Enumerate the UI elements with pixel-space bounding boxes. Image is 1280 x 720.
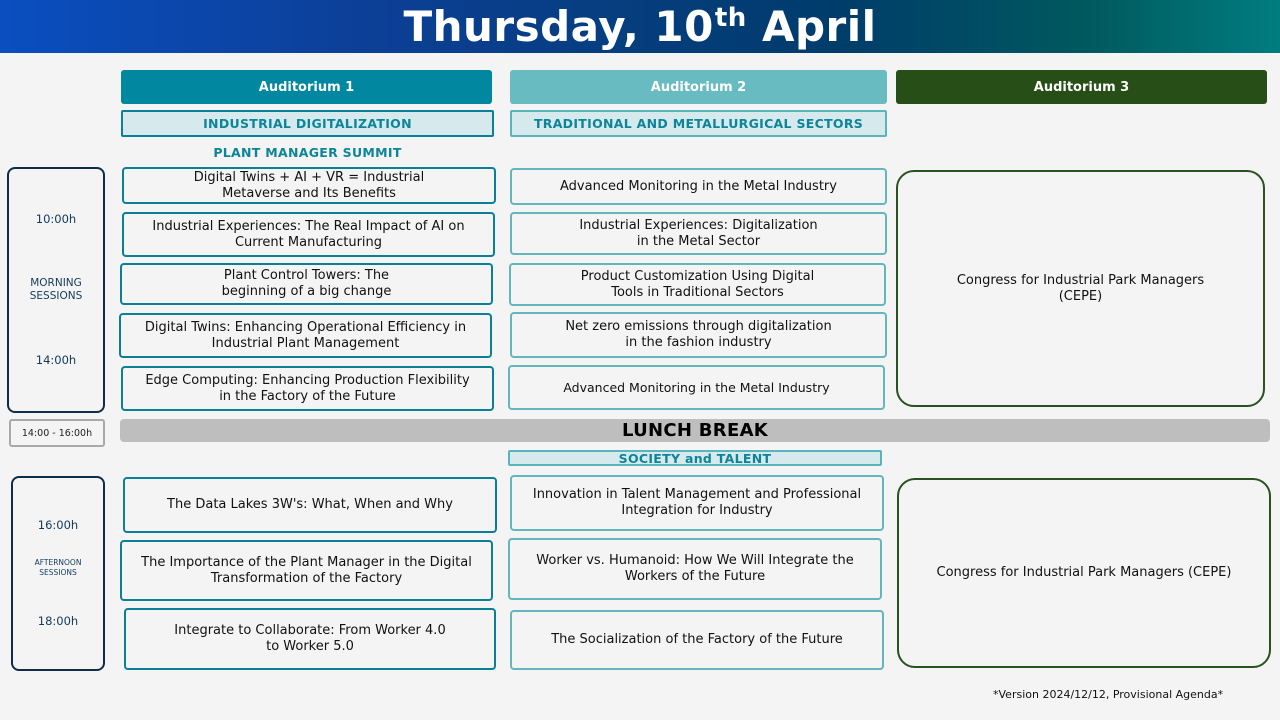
session-aud1-morning-5[interactable]: Edge Computing: Enhancing Production Flexibility in the Factory of the Future <box>121 366 494 411</box>
track-society-talent: SOCIETY and TALENT <box>508 450 882 466</box>
session-aud1-morning-3[interactable]: Plant Control Towers: The beginning of a big change <box>120 263 493 305</box>
version-note: *Version 2024/12/12, Provisional Agenda* <box>993 688 1224 701</box>
session-aud1-morning-2[interactable]: Industrial Experiences: The Real Impact of AI on Current Manufacturing <box>122 212 495 257</box>
title-ordinal: th <box>714 3 747 33</box>
session-aud3-morning-cepe[interactable]: Congress for Industrial Park Managers (CEPE) <box>896 170 1265 407</box>
session-aud1-morning-1[interactable]: Digital Twins + AI + VR = Industrial Metaverse and Its Benefits <box>122 167 496 204</box>
session-aud1-afternoon-3[interactable]: Integrate to Collaborate: From Worker 4.0 to Worker 5.0 <box>124 608 496 670</box>
session-aud1-afternoon-1[interactable]: The Data Lakes 3W's: What, When and Why <box>123 477 497 533</box>
afternoon-end-time: 18:00h <box>37 614 79 628</box>
session-aud1-afternoon-2[interactable]: The Importance of the Plant Manager in the Digital Transformation of the Factory <box>120 540 493 601</box>
session-aud2-afternoon-2[interactable]: Worker vs. Humanoid: How We Will Integrate the Workers of the Future <box>508 538 882 600</box>
track-industrial-digitalization: INDUSTRIAL DIGITALIZATION <box>121 110 494 137</box>
lunch-time-label: 14:00 - 16:00h <box>9 419 105 447</box>
auditorium-3-header: Auditorium 3 <box>896 70 1267 104</box>
session-aud2-afternoon-3[interactable]: The Socialization of the Factory of the Future <box>510 610 884 670</box>
lunch-break-bar: LUNCH BREAK <box>120 419 1270 442</box>
track-traditional-metallurgical: TRADITIONAL AND METALLURGICAL SECTORS <box>510 110 887 137</box>
session-aud1-morning-4[interactable]: Digital Twins: Enhancing Operational Efficiency in Industrial Plant Management <box>119 313 492 358</box>
session-aud2-afternoon-1[interactable]: Innovation in Talent Management and Professional Integration for Industry <box>510 475 884 531</box>
auditorium-2-header: Auditorium 2 <box>510 70 887 104</box>
session-aud2-morning-5[interactable]: Advanced Monitoring in the Metal Industry <box>508 365 885 410</box>
page-header <box>0 0 1280 53</box>
session-aud2-morning-4[interactable]: Net zero emissions through digitalization in the fashion industry <box>510 312 887 358</box>
session-aud2-morning-3[interactable]: Product Customization Using Digital Tools in Traditional Sectors <box>509 263 886 306</box>
page-title <box>403 2 877 51</box>
session-aud3-afternoon-cepe[interactable]: Congress for Industrial Park Managers (CEPE) <box>897 478 1271 668</box>
track-plant-manager-summit: PLANT MANAGER SUMMIT <box>213 144 402 160</box>
morning-start-time: 10:00h <box>35 212 77 226</box>
afternoon-sessions-label: AFTERNOON SESSIONS <box>34 558 82 577</box>
title-month: April <box>746 2 877 51</box>
morning-time-box <box>7 167 105 413</box>
afternoon-start-time: 16:00h <box>37 518 79 532</box>
afternoon-time-box <box>11 476 105 671</box>
session-aud2-morning-2[interactable]: Industrial Experiences: Digitalization in the Metal Sector <box>510 212 887 255</box>
morning-end-time: 14:00h <box>35 353 77 367</box>
title-date: Thursday, 10 <box>403 2 714 51</box>
auditorium-1-header: Auditorium 1 <box>121 70 492 104</box>
morning-sessions-label: MORNING SESSIONS <box>29 277 83 302</box>
session-aud2-morning-1[interactable]: Advanced Monitoring in the Metal Industry <box>510 168 887 205</box>
